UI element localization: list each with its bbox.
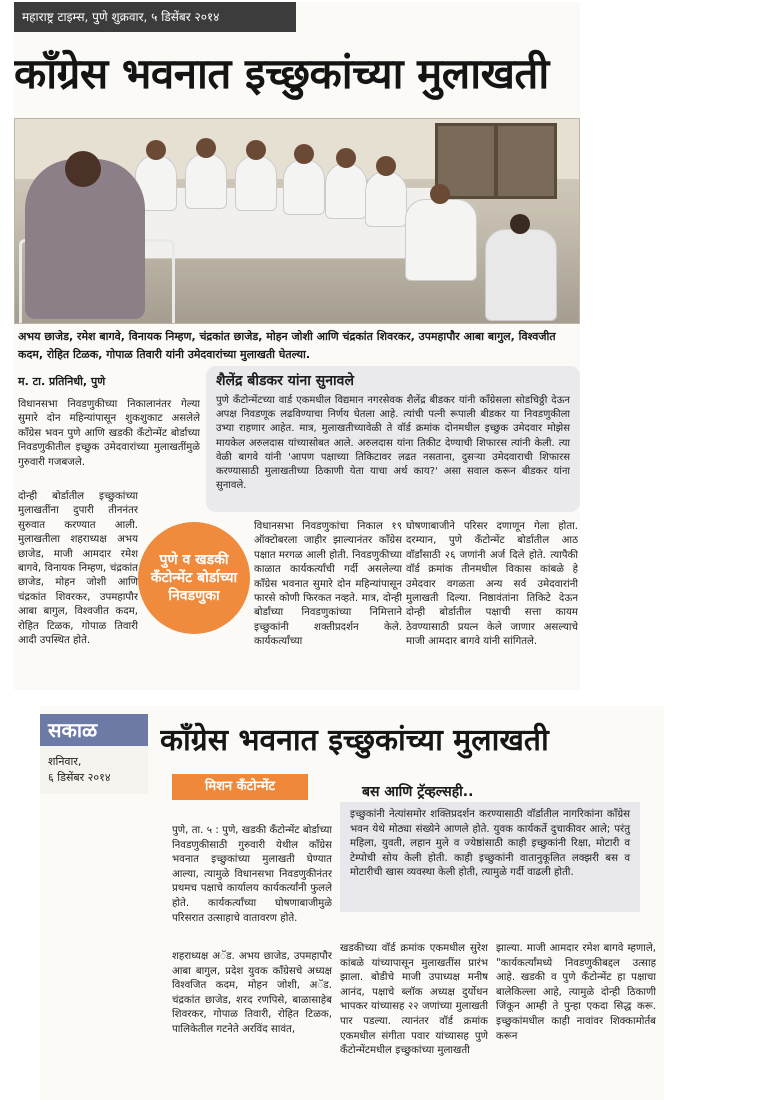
headline: काँग्रेस भवनात इच्छुकांच्या मुलाखती xyxy=(160,723,549,758)
article-column-2: विधानसभा निवडणुकांचा निकाल १९ ऑक्टोबरला जाहीर झाल्यानंतर काँग्रेस पक्षात मरगळ आली होती. निवडणुकीच्या काळात कार्यकर्त्यांची गर्दी असलेल्या काँग्रेस भवनात सुमारे दोन महिन्यांपासून फारसे कोणी फिरकत नव्हते. मात्र, दोन्ही बोर्डांच्या निवडणुकांच्या निमित्ताने इच्छुकांनी शक्तीप्रदर्शन केले. कार्यकर्त्यांच्या xyxy=(254,521,402,648)
sakal-clipping xyxy=(40,706,664,1100)
photo-person xyxy=(485,229,557,321)
headline: काँग्रेस भवनात इच्छुकांच्या मुलाखती xyxy=(14,49,549,98)
sidebar-box xyxy=(206,366,580,512)
article-column-1: शहराध्यक्ष अॅड. अभय छाजेड, उपमहापौर आबा बागुल, प्रदेश युवक काँग्रेसचे अध्यक्ष विश्वजित कदम, मोहन जोशी, अॅड. चंद्रकांत छाजेड, शरद रणपिसे, बाळासाहेब शिवरकर, गोपाळ तिवारी, रोहित टिळक, पालिकेतील गटनेते अरविंद सावंत, xyxy=(172,951,332,1035)
photo-person xyxy=(365,171,407,227)
mission-banner: मिशन कँटोन्मेंट xyxy=(172,774,308,800)
date-label: ६ डिसेंबर २०१४ xyxy=(48,771,111,784)
day-label: शनिवार, xyxy=(48,755,82,768)
photo-person xyxy=(185,153,227,209)
dateline: महाराष्ट्र टाइम्स, पुणे शुक्रवार, ५ डिसेंबर २०१४ xyxy=(14,2,296,32)
photo-person xyxy=(283,159,325,215)
article-column-1: विधानसभा निवडणुकीच्या निकालानंतर गेल्या सुमारे दोन महिन्यांपासून शुकशुकाट असलेले काँग्रेस भवन पुणे आणि खडकी कँटोन्मेंट बोर्डाच्या निवडणुकीतील इच्छुक उमेदवारांच्या मुलाखतींमुळे गुरुवारी गजबजले. xyxy=(18,399,200,468)
photo-person xyxy=(405,199,477,281)
lead-paragraph: पुणे, ता. ५ : पुणे, खडकी कँटोन्मेंट बोर्डाच्या निवडणुकीसाठी गुरुवारी येथील काँग्रेस भवनात इच्छुकांच्या मुलाखती घेण्यात आल्या, त्यामुळे विधानसभा निवडणुकीनंतर प्रथमच पक्षाचे कार्यालय कार्यकर्त्यांनी फुलले होते. कार्यकर्त्यांच्या घोषणाबाजीमुळे परिसरात उत्साहाचे वातावरण होते. xyxy=(172,825,332,924)
article-column-3: झाल्या. माजी आमदार रमेश बागवे म्हणाले, "कार्यकर्त्यांमध्ये निवडणुकीबद्दल उत्साह आहे. खडकी व पुणे कँटोन्मेंट हा पक्षाचा बालेकिल्ला आहे, त्यामुळे दोन्ही ठिकाणी जिंकून आम्ही ते पुन्हा एकदा सिद्ध करू. इच्छुकांमधील काही नावांवर शिक्कामोर्तब करून xyxy=(496,943,656,1042)
news-photo xyxy=(14,118,580,324)
sidebar-body: पुणे कँटोन्मेंटच्या वार्ड एकमधील विद्यमान नगरसेवक शैलेंद्र बीडकर यांनी काँग्रेसला सोडचिठ्ठी देऊन अपक्ष निवडणूक लढविण्याचा निर्णय घेतला आहे. त्यांची पत्नी रूपाली बीडकर या निवडणुकीला उभ्या राहणार आहेत. मात्र, मुलाखतीच्यावेळी ते वॉर्ड क्रमांक दोनमधील इच्छुक उमेदवार मोझेस मायकेल अरुलदास यांच्यासोबत आले. अरुलदास यांना तिकीट देण्याची शिफारस त्यांनी केली. त्या वेळी बागवे यांनी 'आपण पक्षाच्या तिकिटावर लढत नसताना, दुसऱ्या उमेदवाराची शिफारस करण्यासाठी मुलाखतीच्या ठिकाणी येता याचा अर्थ काय?' असा सवाल करून बीडकर यांना सुनावले. xyxy=(216,395,570,492)
photo-woman xyxy=(25,159,145,319)
photo-caption: अभय छाजेड, रमेश बागवे, विनायक निम्हण, चंद्रकांत छाजेड, मोहन जोशी आणि चंद्रकांत शिवरकर, उपमहापौर आबा बागुल, विश्वजीत कदम, रोहित टिळक, गोपाळ तिवारी यांनी उमेदवारांच्या मुलाखती घेतल्या. xyxy=(18,330,556,361)
photo-person xyxy=(235,155,277,211)
sidebar-title: शैलेंद्र बीडकर यांना सुनावले xyxy=(216,373,354,389)
photo-person xyxy=(325,163,367,219)
article-column-3: घोषणाबाजीने परिसर दणाणून गेला होता. दरम्यान, पुणे कँटोन्मेंट बोर्डातील आठ वॉर्डांसाठी २६ जणांनी अर्ज दिले होते. त्यापैकी वॉर्ड क्रमांक तीनमधील विकास कांबळे हे उमेदवार वगळता अन्य सर्व उमेदवारांनी मुलाखती दिल्या. निष्ठावंतांना तिकिटे देऊन दोन्ही बोर्डातील पक्षाची सत्ता कायम ठेवण्यासाठी प्रयत्न केले जाणार असल्याचे माजी आमदार बागवे यांनी सांगितले. xyxy=(406,521,578,648)
article-column-1b: दोन्ही बोर्डातील इच्छुकांच्या मुलाखतींना दुपारी तीननंतर सुरुवात करण्यात आली. मुलाखतीला शहराध्यक्ष अभय छाजेड, माजी आमदार रमेश बागवे, विनायक निम्हण, चंद्रकांत छाजेड, मोहन जोशी आणि चंद्रकांत शिवरकर, उपमहापौर आबा बागुल, विश्वजीत कदम, रोहित टिळक, गोपाळ तिवारी आदी उपस्थित होते. xyxy=(18,491,138,647)
section-circle-badge: पुणे व खडकी कँटोन्मेंट बोर्डाच्या निवडणुका xyxy=(138,522,250,634)
sakal-logo: सकाळ xyxy=(40,714,148,746)
maharashtra-times-clipping xyxy=(14,2,580,690)
byline: म. टा. प्रतिनिधी, पुणे xyxy=(18,375,106,388)
sidebar-title: बस आणि ट्रॅव्हल्सही.. xyxy=(362,784,474,800)
article-column-2: खडकीच्या वॉर्ड क्रमांक एकमधील सुरेश कांबळे यांच्यापासून मुलाखतींस प्रारंभ झाला. बोडीचे माजी उपाध्यक्ष मनीष आनंद, पक्षाचे ब्लॉक अध्यक्ष दुर्योधन भापकर यांच्यासह २२ जणांच्या मुलाखती पार पडल्या. त्यानंतर वॉर्ड क्रमांक एकमधील संगीता पवार यांच्यासह पुणे कँटोन्मेंटमधील इच्छुकांच्या मुलाखती xyxy=(340,943,488,1057)
sidebar-body: इच्छुकांनी नेत्यांसमोर शक्तिप्रदर्शन करण्यासाठी वॉर्डातील नागरिकांना काँग्रेस भवन येथे मोठ्या संख्येने आणले होते. युवक कार्यकर्ते दुचाकीवर आले; परंतु महिला, युवती, लहान मुले व ज्येष्ठांसाठी काही इच्छुकांनी रिक्षा, मोटारी व टेम्पोची सोय केली होती. काही इच्छुकांनी वातानुकूलित लक्झरी बस व मोटारीची खास व्यवस्था केली होती, त्यामुळे गर्दी वाढली होती. xyxy=(340,802,640,912)
photo-window xyxy=(495,123,557,199)
